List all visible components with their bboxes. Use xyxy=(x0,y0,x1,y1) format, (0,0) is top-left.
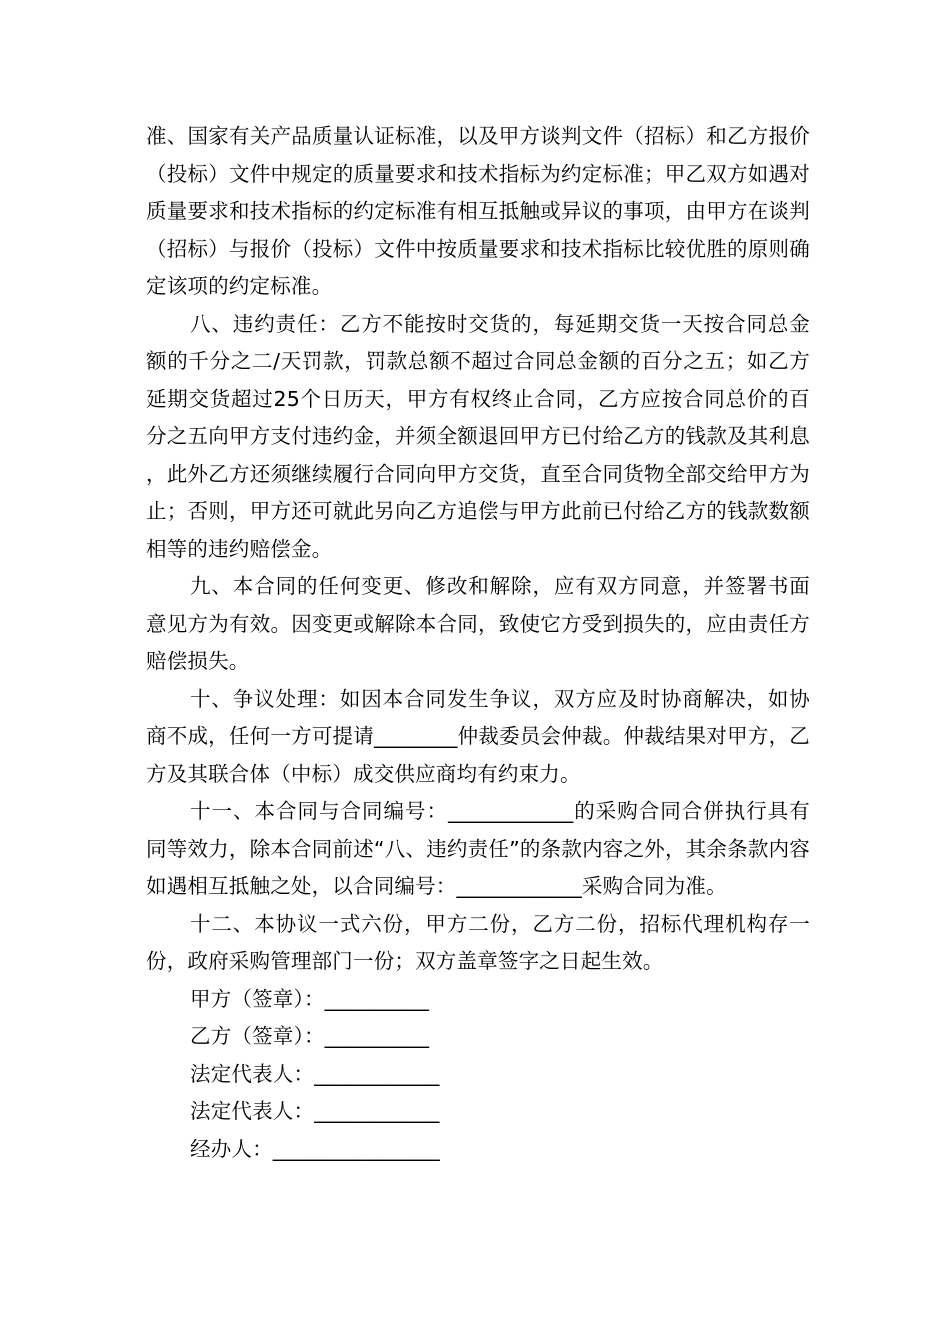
clause-8-liability: 八、违约责任：乙方不能按时交货的，每延期交货一天按合同总金额的千分之二/天罚款，罚款总额不超过合同总金额的百分之五；如乙方延期交货超过25个日历天，甲方有权终止合同，乙方应按合同总价的百分之五向甲方支付违约金，并须全额退回甲方已付给乙方的钱款及其利息，此外乙方还须继续履行合同向甲方交货，直至合同货物全部交给甲方为止；否则，甲方还可就此另向乙方追偿与甲方此前已付给乙方的钱款数额相等的违约赔偿金。 xyxy=(146,311,810,561)
signature-handler: 经办人：________________ xyxy=(190,1136,440,1161)
clause-7-continuation: 准、国家有关产品质量认证标准，以及甲方谈判文件（招标）和乙方报价（投标）文件中规定的质量要求和技术指标为约定标准；甲乙双方如遇对质量要求和技术指标的约定标准有相互抵触或异议的事项，由甲方在谈判（招标）与报价（投标）文件中按质量要求和技术指标比较优胜的原则确定该项的约定标准。 xyxy=(146,124,810,298)
signature-block xyxy=(146,981,810,1169)
contract-body xyxy=(146,118,810,1168)
clause-10-dispute: 十、争议处理：如因本合同发生争议，双方应及时协商解决，如协商不成，任何一方可提请________仲裁委员会仲裁。仲裁结果对甲方，乙方及其联合体（中标）成交供应商均有约束力。 xyxy=(146,686,810,786)
clause-9-amendment: 九、本合同的任何变更、修改和解除，应有双方同意，并签署书面意见方为有效。因变更或解除本合同，致使它方受到损失的，应由责任方赔偿损失。 xyxy=(146,574,810,673)
signature-legal-rep-2: 法定代表人：____________ xyxy=(190,1099,440,1123)
signature-legal-rep-1: 法定代表人：____________ xyxy=(190,1061,440,1086)
signature-party-b: 乙方（签章）：__________ xyxy=(190,1024,430,1048)
clause-11-contract-number: 十一、本合同与合同编号：____________的采购合同合併执行具有同等效力，除本合同前述“八、违约责任”的条款内容之外，其余条款内容如遇相互抵触之处，以合同编号：____________采购合同为准。 xyxy=(146,799,810,898)
clause-12-copies: 十二、本协议一式六份，甲方二份，乙方二份，招标代理机构存一份，政府采购管理部门一份；双方盖章签字之日起生效。 xyxy=(146,911,810,973)
signature-party-a: 甲方（签章）：__________ xyxy=(190,986,430,1011)
